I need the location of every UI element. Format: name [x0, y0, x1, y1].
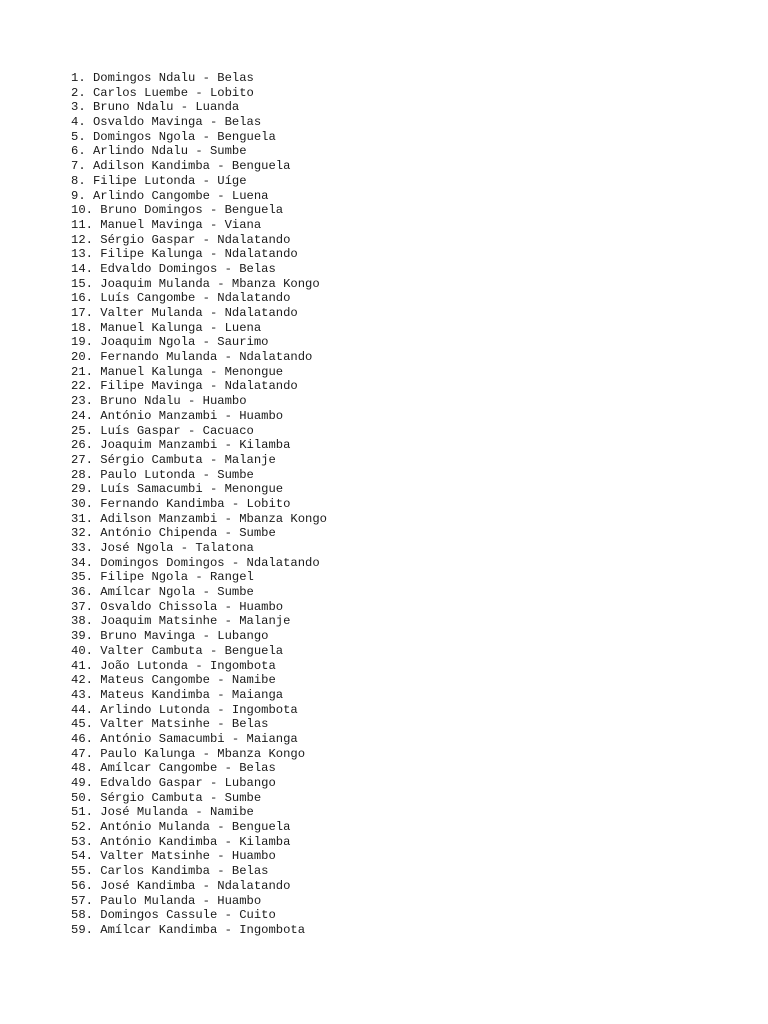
list-item: 36. Amílcar Ngola - Sumbe [71, 585, 254, 600]
list-item: 8. Filipe Lutonda - Uíge [71, 173, 247, 188]
list-item: 10. Bruno Domingos - Benguela [71, 203, 284, 218]
list-item: 12. Sérgio Gaspar - Ndalatando [71, 232, 291, 247]
list-item: 34. Domingos Domingos - Ndalatando [71, 555, 320, 570]
list-item: 32. António Chipenda - Sumbe [71, 526, 276, 541]
list-item: 52. António Mulanda - Benguela [71, 820, 291, 835]
list-item: 21. Manuel Kalunga - Menongue [71, 364, 284, 379]
list-item: 41. João Lutonda - Ingombota [71, 658, 276, 673]
list-item: 20. Fernando Mulanda - Ndalatando [71, 350, 313, 365]
list-item: 33. José Ngola - Talatona [71, 541, 254, 555]
list-item: 42. Mateus Cangombe - Namibe [71, 673, 276, 688]
list-item: 31. Adilson Manzambi - Mbanza Kongo [71, 511, 327, 526]
list-item: 40. Valter Cambuta - Benguela [71, 643, 284, 658]
list-item: 27. Sérgio Cambuta - Malanje [71, 452, 276, 467]
list-item: 24. António Manzambi - Huambo [71, 408, 284, 423]
list-item: 5. Domingos Ngola - Benguela [71, 129, 276, 144]
list-item: 57. Paulo Mulanda - Huambo [71, 893, 262, 908]
document-page [71, 71, 751, 938]
list-item: 54. Valter Matsinhe - Huambo [71, 849, 276, 864]
list-item: 29. Luís Samacumbi - Menongue [71, 482, 284, 497]
list-item: 44. Arlindo Lutonda - Ingombota [71, 702, 298, 717]
list-item: 45. Valter Matsinhe - Belas [71, 717, 269, 732]
list-item: 59. Amílcar Kandimba - Ingombota [71, 922, 306, 937]
list-item: 55. Carlos Kandimba - Belas [71, 864, 269, 879]
list-item: 1. Domingos Ndalu - Belas [71, 71, 254, 85]
list-item: 46. António Samacumbi - Maianga [71, 731, 298, 746]
list-item: 49. Edvaldo Gaspar - Lubango [71, 776, 276, 790]
list-item: 25. Luís Gaspar - Cacuaco [71, 423, 254, 438]
list-item: 51. José Mulanda - Namibe [71, 805, 254, 820]
list-item: 58. Domingos Cassule - Cuito [71, 908, 276, 923]
list-item: 30. Fernando Kandimba - Lobito [71, 496, 291, 511]
list-item: 23. Bruno Ndalu - Huambo [71, 394, 247, 409]
list-item: 2. Carlos Luembe - Lobito [71, 85, 254, 100]
list-item: 6. Arlindo Ndalu - Sumbe [71, 144, 247, 159]
list-item: 3. Bruno Ndalu - Luanda [71, 100, 240, 115]
numbered-list [71, 71, 751, 938]
list-item: 13. Filipe Kalunga - Ndalatando [71, 247, 298, 262]
list-item: 50. Sérgio Cambuta - Sumbe [71, 790, 262, 805]
list-item: 7. Adilson Kandimba - Benguela [71, 159, 291, 174]
list-item: 56. José Kandimba - Ndalatando [71, 878, 291, 893]
list-item: 4. Osvaldo Mavinga - Belas [71, 115, 262, 130]
list-item: 37. Osvaldo Chissola - Huambo [71, 599, 284, 614]
list-item: 35. Filipe Ngola - Rangel [71, 570, 254, 585]
list-item: 17. Valter Mulanda - Ndalatando [71, 306, 298, 320]
list-item: 11. Manuel Mavinga - Viana [71, 217, 262, 232]
list-item: 19. Joaquim Ngola - Saurimo [71, 335, 269, 350]
list-item: 43. Mateus Kandimba - Maianga [71, 687, 284, 702]
list-item: 47. Paulo Kalunga - Mbanza Kongo [71, 746, 306, 761]
list-item: 38. Joaquim Matsinhe - Malanje [71, 614, 291, 629]
list-item: 16. Luís Cangombe - Ndalatando [71, 291, 291, 306]
list-item: 18. Manuel Kalunga - Luena [71, 320, 262, 335]
list-item: 53. António Kandimba - Kilamba [71, 834, 291, 849]
list-item: 22. Filipe Mavinga - Ndalatando [71, 379, 298, 394]
list-item: 15. Joaquim Mulanda - Mbanza Kongo [71, 276, 320, 291]
list-item: 48. Amílcar Cangombe - Belas [71, 761, 276, 776]
list-item: 26. Joaquim Manzambi - Kilamba [71, 438, 291, 453]
list-item: 14. Edvaldo Domingos - Belas [71, 261, 276, 276]
list-item: 9. Arlindo Cangombe - Luena [71, 188, 269, 203]
list-item: 28. Paulo Lutonda - Sumbe [71, 467, 254, 482]
list-item: 39. Bruno Mavinga - Lubango [71, 629, 269, 644]
